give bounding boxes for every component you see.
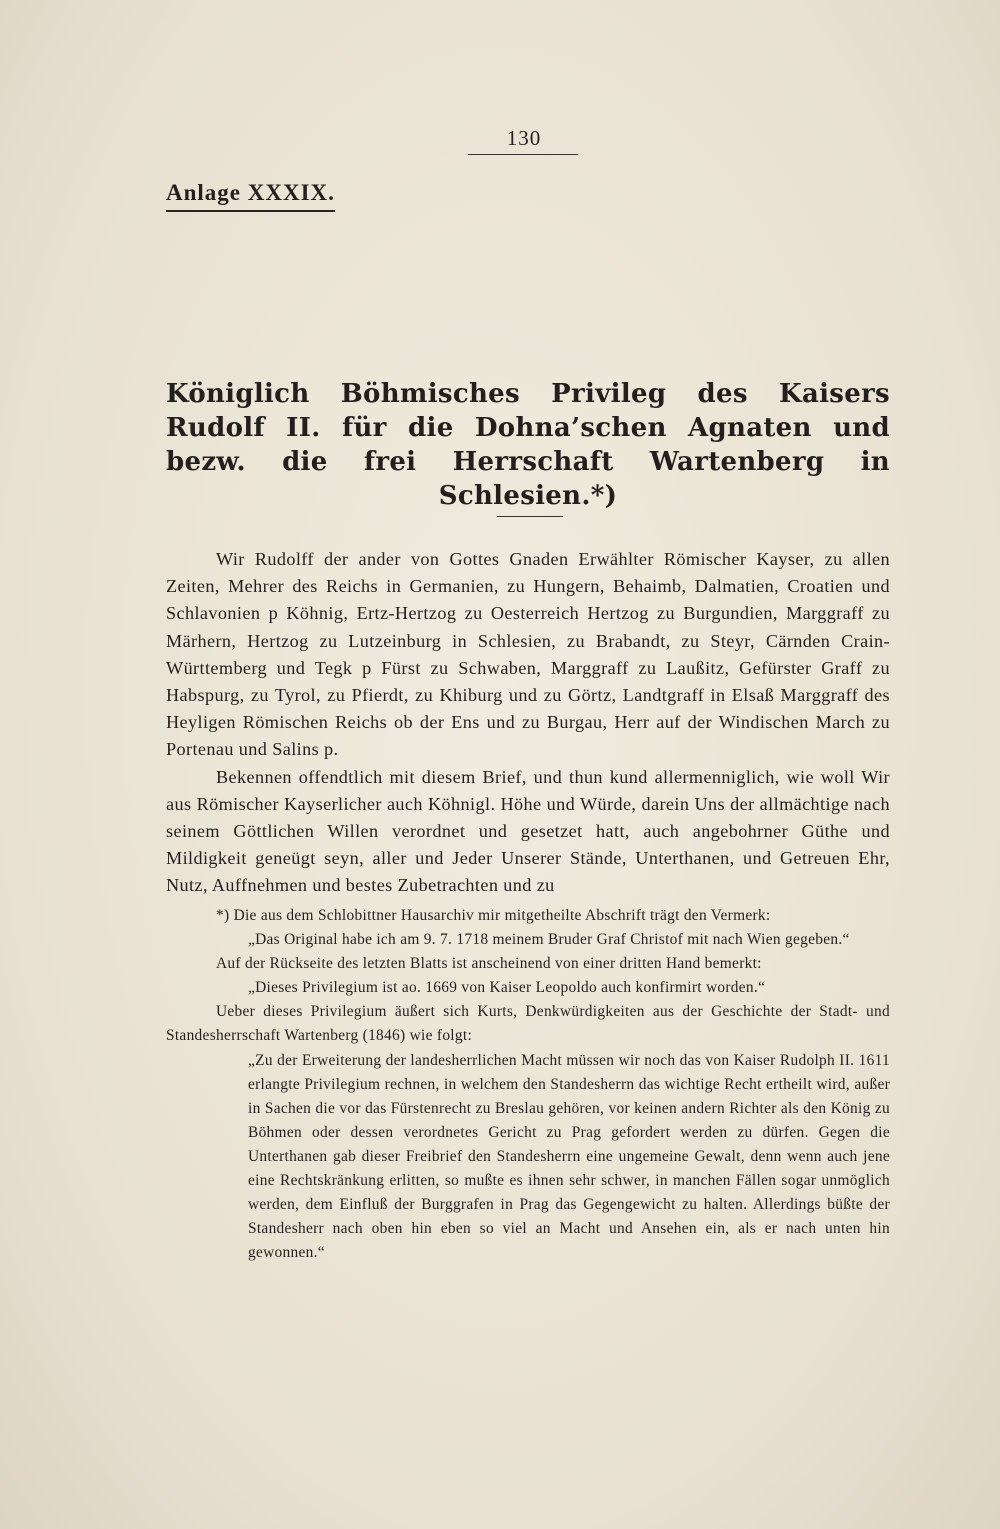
footnote-quote: „Zu der Erweiterung der landesherrlichen Macht müssen wir noch das von Kaiser Rudolph II. 1611 erlangte Privilegium rechnen, in welchem den Standesherrn das wichtige Recht ertheilt wird, außer in Sachen die vor das Fürstenrecht zu Breslau gehören, vor keinen andern Richter als den König zu Böhmen oder dessen verordnetes Gericht zu Prag gefordert werden zu dürfen. Gegen die Unterthanen gab dieser Freibrief den Standesherrn eine ungemeine Gewalt, denn wenn auch jene eine Rechtskränkung erlitten, so mußte es ihnen sehr schwer, in manchen Fällen sogar unmöglich werden, dem Einfluß der Burggrafen in Prag das Gegengewicht zu halten. Allerdings büßte der Standesherr nach oben hin eben so viel an Macht und Ansehen ein, als er nach unten hin gewonnen.“ xyxy=(248,1051,890,1262)
page-number: 130 xyxy=(506,126,542,150)
footnote-line: Auf der Rückseite des letzten Blatts ist anscheinend von einer dritten Hand bemerkt: xyxy=(216,955,762,973)
footnote xyxy=(166,904,890,1265)
page-number-rule xyxy=(468,154,578,155)
footnote-line: „Das Original habe ich am 9. 7. 1718 meinem Bruder Graf Christof mit nach Wien gegeben.“ xyxy=(248,931,850,949)
document-title: Königlich Böhmisches Privileg des Kaisers Rudolf II. für die Dohna’schen Agnaten und bezw. die frei Herrschaft Wartenberg in Schlesien.*) xyxy=(166,379,890,511)
body-text xyxy=(166,546,890,900)
footnote-line: *) Die aus dem Schlobittner Hausarchiv mir mitgetheilte Abschrift trägt den Vermerk: xyxy=(216,907,771,924)
appendix-heading: Anlage XXXIX. xyxy=(166,180,335,212)
body-paragraph: Wir Rudolff der ander von Gottes Gnaden Erwählter Römischer Kayser, zu allen Zeiten, Mehrer des Reichs in Germanien, zu Hungern, Behaimb, Dalmatien, Croatien und Schlavonien p Köhnig, Ertz-Hertzog zu Oesterreich Hertzog zu Burgundien, Marggraff zu Märhern, Hertzog zu Lutzeinburg in Schlesien, zu Brabandt, zu Steyr, Cärnden Crain-Württemberg und Tegk p Fürst zu Schwaben, Marggraff zu Laußitz, Gefürster Graff zu Habspurg, zu Tyrol, zu Pfierdt, zu Khiburg und zu Görtz, Landtgraff in Elsaß Marggraff des Heyligen Römischen Reichs ob der Ens und zu Burgau, Herr auf der Windischen March zu Portenau und Salins p. xyxy=(166,549,890,760)
footnote-line: Ueber dieses Privilegium äußert sich Kurts, Denkwürdigkeiten aus der Geschichte der Stadt- und Standesherrschaft Wartenberg (1846) wie folgt: xyxy=(166,1003,890,1045)
title-divider xyxy=(497,516,563,517)
footnote-line: „Dieses Privilegium ist ao. 1669 von Kaiser Leopoldo auch konfirmirt worden.“ xyxy=(248,979,766,997)
body-paragraph: Bekennen offendtlich mit diesem Brief, und thun kund allermenniglich, wie woll Wir aus Römischer Kayserlicher auch Köhnigl. Höhe und Würde, darein Uns der allmächtige nach seinem Göttlichen Willen verordnet und gesetzet hatt, auch angebohrner Güthe und Mildigkeit geneügt seyn, aller und Jeder Unserer Stände, Unterthanen, und Getreuen Ehr, Nutz, Auffnehmen und bestes Zubetrachten und zu xyxy=(166,766,890,896)
